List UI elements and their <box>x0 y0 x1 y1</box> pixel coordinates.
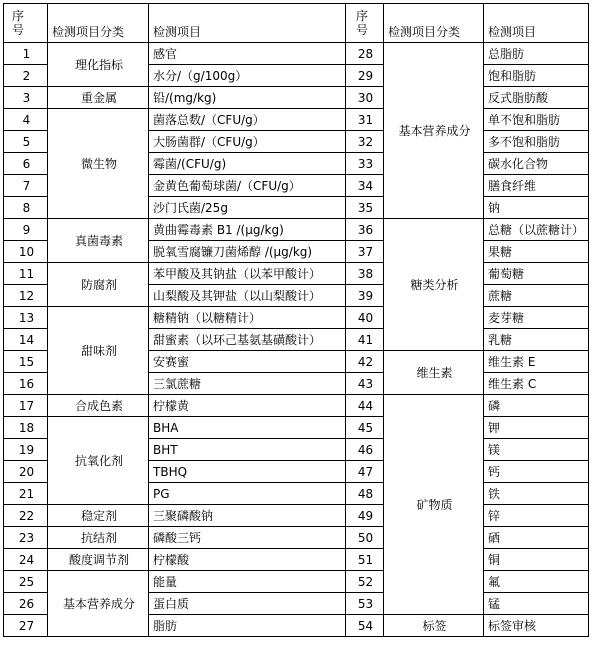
row-number: 13 <box>4 307 48 329</box>
item-cell: 铅/(mg/kg) <box>149 87 346 109</box>
item-cell: 三聚磷酸钠 <box>149 505 346 527</box>
item-cell: 沙门氏菌/25g <box>149 197 346 219</box>
item-cell: 脂肪 <box>149 615 346 637</box>
item-cell: 锰 <box>484 593 589 615</box>
item-cell: 苯甲酸及其钠盐（以苯甲酸计） <box>149 263 346 285</box>
category-cell: 基本营养成分 <box>384 43 484 219</box>
item-cell: 反式脂肪酸 <box>484 87 589 109</box>
row-number: 52 <box>346 571 384 593</box>
table-row <box>4 527 589 549</box>
item-cell: 甜蜜素（以环己基氨基磺酸计） <box>149 329 346 351</box>
table-row <box>4 395 589 417</box>
row-number: 11 <box>4 263 48 285</box>
table-row <box>4 109 589 131</box>
row-number: 29 <box>346 65 384 87</box>
item-cell: 铜 <box>484 549 589 571</box>
no-header-line1: 序 <box>356 9 369 23</box>
right-no-header <box>346 4 384 43</box>
item-cell: 金黄色葡萄球菌/（CFU/g） <box>149 175 346 197</box>
row-number: 5 <box>4 131 48 153</box>
item-cell: 锌 <box>484 505 589 527</box>
row-number: 38 <box>346 263 384 285</box>
row-number: 14 <box>4 329 48 351</box>
row-number: 53 <box>346 593 384 615</box>
row-number: 43 <box>346 373 384 395</box>
row-number: 21 <box>4 483 48 505</box>
item-cell: 安赛蜜 <box>149 351 346 373</box>
table-row <box>4 219 589 241</box>
left-category-header: 检测项目分类 <box>48 4 149 43</box>
row-number: 8 <box>4 197 48 219</box>
category-cell: 矿物质 <box>384 395 484 615</box>
item-cell: 柠檬黄 <box>149 395 346 417</box>
item-cell: 黄曲霉毒素 B1 /(μg/kg) <box>149 219 346 241</box>
item-cell: 糖精钠（以糖精计） <box>149 307 346 329</box>
no-header-line2: 号 <box>356 23 369 37</box>
item-cell: 碳水化合物 <box>484 153 589 175</box>
item-cell: 霉菌/(CFU/g) <box>149 153 346 175</box>
row-number: 36 <box>346 219 384 241</box>
row-number: 17 <box>4 395 48 417</box>
category-cell: 防腐剂 <box>48 263 149 307</box>
row-number: 15 <box>4 351 48 373</box>
item-cell: 单不饱和脂肪 <box>484 109 589 131</box>
item-cell: 葡萄糖 <box>484 263 589 285</box>
category-cell: 酸度调节剂 <box>48 549 149 571</box>
row-number: 47 <box>346 461 384 483</box>
row-number: 45 <box>346 417 384 439</box>
row-number: 30 <box>346 87 384 109</box>
category-cell: 维生素 <box>384 351 484 395</box>
item-cell: PG <box>149 483 346 505</box>
item-cell: 标签审核 <box>484 615 589 637</box>
left-item-header: 检测项目 <box>149 4 346 43</box>
category-cell: 标签 <box>384 615 484 637</box>
row-number: 35 <box>346 197 384 219</box>
item-cell: 三氯蔗糖 <box>149 373 346 395</box>
row-number: 12 <box>4 285 48 307</box>
item-cell: 水分/（g/100g） <box>149 65 346 87</box>
row-number: 44 <box>346 395 384 417</box>
category-cell: 理化指标 <box>48 43 149 87</box>
table-row <box>4 571 589 593</box>
row-number: 39 <box>346 285 384 307</box>
item-cell: 磷酸三钙 <box>149 527 346 549</box>
row-number: 7 <box>4 175 48 197</box>
item-cell: 山梨酸及其钾盐（以山梨酸计） <box>149 285 346 307</box>
item-cell: 蔗糖 <box>484 285 589 307</box>
no-header-line2: 号 <box>12 23 25 37</box>
inspection-items-table <box>3 3 589 637</box>
table-row <box>4 87 589 109</box>
table-row <box>4 307 589 329</box>
row-number: 33 <box>346 153 384 175</box>
category-cell: 甜味剂 <box>48 307 149 395</box>
item-cell: 磷 <box>484 395 589 417</box>
item-cell: 氟 <box>484 571 589 593</box>
row-number: 24 <box>4 549 48 571</box>
row-number: 3 <box>4 87 48 109</box>
row-number: 27 <box>4 615 48 637</box>
row-number: 51 <box>346 549 384 571</box>
table-body <box>4 4 589 637</box>
item-cell: 蛋白质 <box>149 593 346 615</box>
item-cell: 镁 <box>484 439 589 461</box>
row-number: 4 <box>4 109 48 131</box>
row-number: 18 <box>4 417 48 439</box>
row-number: 49 <box>346 505 384 527</box>
row-number: 2 <box>4 65 48 87</box>
table-row <box>4 505 589 527</box>
row-number: 41 <box>346 329 384 351</box>
item-cell: 感官 <box>149 43 346 65</box>
item-cell: 钙 <box>484 461 589 483</box>
item-cell: 大肠菌群/（CFU/g） <box>149 131 346 153</box>
right-item-header: 检测项目 <box>484 4 589 43</box>
table-row <box>4 417 589 439</box>
left-no-header <box>4 4 48 43</box>
item-cell: 钾 <box>484 417 589 439</box>
category-cell: 重金属 <box>48 87 149 109</box>
category-cell: 稳定剂 <box>48 505 149 527</box>
header-row <box>4 4 589 43</box>
row-number: 31 <box>346 109 384 131</box>
item-cell: 饱和脂肪 <box>484 65 589 87</box>
row-number: 28 <box>346 43 384 65</box>
row-number: 9 <box>4 219 48 241</box>
item-cell: 菌落总数/（CFU/g） <box>149 109 346 131</box>
item-cell: BHA <box>149 417 346 439</box>
category-cell: 抗氧化剂 <box>48 417 149 505</box>
item-cell: 乳糖 <box>484 329 589 351</box>
no-header-line1: 序 <box>12 9 25 23</box>
category-cell: 抗结剂 <box>48 527 149 549</box>
row-number: 32 <box>346 131 384 153</box>
category-cell: 微生物 <box>48 109 149 219</box>
item-cell: 能量 <box>149 571 346 593</box>
item-cell: 钠 <box>484 197 589 219</box>
item-cell: 柠檬酸 <box>149 549 346 571</box>
row-number: 40 <box>346 307 384 329</box>
row-number: 1 <box>4 43 48 65</box>
row-number: 25 <box>4 571 48 593</box>
row-number: 23 <box>4 527 48 549</box>
row-number: 6 <box>4 153 48 175</box>
category-cell: 真菌毒素 <box>48 219 149 263</box>
row-number: 48 <box>346 483 384 505</box>
row-number: 10 <box>4 241 48 263</box>
item-cell: 总糖（以蔗糖计） <box>484 219 589 241</box>
item-cell: TBHQ <box>149 461 346 483</box>
row-number: 16 <box>4 373 48 395</box>
row-number: 19 <box>4 439 48 461</box>
item-cell: 脱氧雪腐镰刀菌烯醇 /(μg/kg) <box>149 241 346 263</box>
row-number: 20 <box>4 461 48 483</box>
item-cell: BHT <box>149 439 346 461</box>
item-cell: 维生素 E <box>484 351 589 373</box>
item-cell: 总脂肪 <box>484 43 589 65</box>
item-cell: 铁 <box>484 483 589 505</box>
category-cell: 糖类分析 <box>384 219 484 351</box>
row-number: 34 <box>346 175 384 197</box>
row-number: 26 <box>4 593 48 615</box>
table-row <box>4 549 589 571</box>
row-number: 42 <box>346 351 384 373</box>
right-category-header: 检测项目分类 <box>384 4 484 43</box>
row-number: 22 <box>4 505 48 527</box>
table-row <box>4 43 589 65</box>
item-cell: 麦芽糖 <box>484 307 589 329</box>
category-cell: 基本营养成分 <box>48 571 149 637</box>
item-cell: 果糖 <box>484 241 589 263</box>
row-number: 37 <box>346 241 384 263</box>
item-cell: 硒 <box>484 527 589 549</box>
row-number: 50 <box>346 527 384 549</box>
item-cell: 多不饱和脂肪 <box>484 131 589 153</box>
table-row <box>4 263 589 285</box>
category-cell: 合成色素 <box>48 395 149 417</box>
row-number: 54 <box>346 615 384 637</box>
row-number: 46 <box>346 439 384 461</box>
item-cell: 维生素 C <box>484 373 589 395</box>
item-cell: 膳食纤维 <box>484 175 589 197</box>
